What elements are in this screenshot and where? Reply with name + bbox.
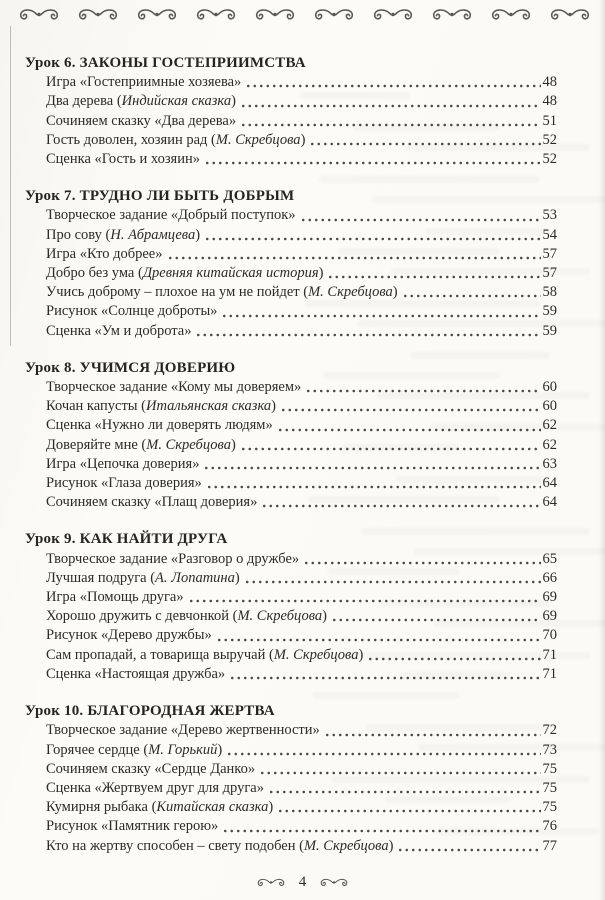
section-title: Урок 8. УЧИМСЯ ДОВЕРИЮ: [25, 359, 236, 376]
item-page: 71: [542, 665, 557, 682]
item-text: Сценка «Настоящая дружба»: [46, 665, 226, 682]
dot-leader: [222, 828, 540, 834]
toc-entry: [25, 817, 557, 836]
item-page: 59: [542, 322, 557, 339]
dot-leader: [244, 579, 541, 585]
toc-entry: [25, 798, 557, 817]
dot-leader: [167, 255, 541, 261]
toc-entry: [25, 245, 557, 264]
toc-section: [25, 530, 557, 684]
toc-section: [25, 54, 557, 169]
item-text: Рисунок «Глаза доверия»: [46, 475, 202, 492]
toc-entry: [25, 721, 557, 740]
toc-entry: [25, 837, 557, 856]
item-page: 63: [542, 455, 557, 472]
item-page: 58: [542, 284, 557, 301]
toc-section: [25, 702, 557, 856]
item-page: 53: [542, 207, 557, 224]
dot-leader: [331, 617, 541, 623]
page-number: 4: [298, 874, 307, 890]
dot-leader: [226, 751, 540, 757]
toc-entry: [25, 436, 557, 455]
item-text: Сценка «Гость и хозяин»: [46, 151, 200, 168]
toc: [25, 54, 557, 874]
item-text: Сочиняем сказку «Плащ доверия»: [46, 494, 258, 511]
dot-leader: [229, 675, 540, 681]
toc-entry: [25, 226, 557, 245]
item-page: 52: [542, 131, 557, 148]
toc-entry: [25, 741, 557, 760]
dot-leader: [277, 808, 540, 814]
page-footer: [0, 874, 605, 891]
scroll-ornament-icon: [75, 7, 121, 22]
dot-leader: [259, 770, 540, 776]
dot-leader: [300, 217, 541, 223]
item-page: 60: [542, 379, 557, 396]
toc-entry: [25, 416, 557, 435]
scroll-ornament-icon: [429, 7, 475, 22]
toc-entry: [25, 283, 557, 302]
toc-entry: [25, 378, 557, 397]
toc-entry: [25, 73, 557, 92]
toc-entry: [25, 588, 557, 607]
item-page: 64: [542, 494, 557, 511]
scroll-ornament-icon: [134, 7, 180, 22]
item-text: Игра «Цепочка доверия»: [46, 455, 200, 472]
item-text: Творческое задание «Разговор о дружбе»: [46, 550, 300, 567]
page-edge-line: [10, 26, 11, 346]
item-text: Сам пропадай, а товарища выручай (М. Скребцова): [46, 646, 364, 663]
item-page: 60: [542, 398, 557, 415]
item-page: 51: [542, 112, 557, 129]
section-items: [25, 550, 557, 684]
dot-leader: [305, 388, 540, 394]
item-page: 48: [542, 74, 557, 91]
dot-leader: [327, 274, 540, 280]
toc-entry: [25, 322, 557, 341]
item-page: 62: [542, 417, 557, 434]
toc-entry: [25, 112, 557, 131]
toc-entry: [25, 550, 557, 569]
toc-section: [25, 359, 557, 513]
dot-leader: [309, 141, 540, 147]
item-page: 71: [542, 646, 557, 663]
toc-entry: [25, 206, 557, 225]
item-text: Творческое задание «Дерево жертвенности»: [46, 722, 320, 739]
item-page: 66: [542, 569, 557, 586]
scroll-ornament-icon: [16, 7, 62, 22]
dot-leader: [216, 637, 541, 643]
dot-leader: [245, 83, 540, 89]
item-text: Доверяйте мне (М. Скребцова): [46, 436, 236, 453]
scroll-ornament-icon: [193, 7, 239, 22]
scroll-ornament-icon: [252, 7, 298, 22]
toc-entry: [25, 569, 557, 588]
item-page: 59: [542, 303, 557, 320]
scroll-ornament-icon: [370, 7, 416, 22]
toc-entry: [25, 493, 557, 512]
section-items: [25, 206, 557, 340]
toc-entry: [25, 474, 557, 493]
item-page: 69: [542, 589, 557, 606]
item-text: Кто на жертву способен – свету подобен (М. Скребцова): [46, 837, 394, 854]
dot-leader: [240, 122, 540, 128]
item-text: Горячее сердце (М. Горький): [46, 741, 223, 758]
item-text: Кумирня рыбака (Китайская сказка): [46, 799, 274, 816]
ornament-border: [16, 7, 593, 22]
item-page: 72: [542, 722, 557, 739]
item-text: Игра «Кто добрее»: [46, 245, 163, 262]
item-text: Учись доброму – плохое на ум не пойдет (М. Скребцова): [46, 284, 398, 301]
section-items: [25, 721, 557, 855]
item-text: Добро без ума (Древняя китайская история): [46, 265, 324, 282]
item-page: 64: [542, 475, 557, 492]
dot-leader: [240, 103, 541, 109]
item-page: 57: [542, 245, 557, 262]
section-title: Урок 6. ЗАКОНЫ ГОСТЕПРИИМСТВА: [25, 55, 306, 71]
item-text: Сочиняем сказку «Два дерева»: [46, 112, 237, 129]
item-text: Два дерева (Индийская сказка): [46, 93, 236, 110]
item-text: Лучшая подруга (А. Лопатина): [46, 569, 240, 586]
dot-leader: [203, 465, 540, 471]
item-text: Рисунок «Солнце доброты»: [46, 303, 218, 320]
scroll-ornament-icon: [318, 877, 350, 888]
page-edge-shadow: [599, 0, 605, 900]
scroll-ornament-icon: [255, 877, 287, 888]
item-text: Игра «Помощь друга»: [46, 589, 184, 606]
toc-entry: [25, 760, 557, 779]
item-text: Творческое задание «Кому мы доверяем»: [46, 379, 302, 396]
toc-entry: [25, 607, 557, 626]
toc-entry: [25, 131, 557, 150]
item-page: 75: [542, 799, 557, 816]
item-text: Рисунок «Дерево дружбы»: [46, 627, 212, 644]
toc-section: [25, 187, 557, 341]
dot-leader: [277, 427, 541, 433]
toc-entry: [25, 397, 557, 416]
toc-entry: [25, 264, 557, 283]
item-text: Рисунок «Памятник герою»: [46, 818, 219, 835]
item-text: Игра «Гостеприимные хозяева»: [46, 74, 242, 91]
toc-entry: [25, 302, 557, 321]
item-text: Сочиняем сказку «Сердце Данко»: [46, 760, 256, 777]
dot-leader: [268, 789, 541, 795]
dot-leader: [324, 732, 541, 738]
item-page: 73: [542, 741, 557, 758]
dot-leader: [204, 236, 540, 242]
item-text: Гость доволен, хозяин рад (М. Скребцова): [46, 131, 306, 148]
item-page: 57: [542, 265, 557, 282]
item-page: 48: [542, 93, 557, 110]
dot-leader: [188, 598, 541, 604]
item-text: Сценка «Ум и доброта»: [46, 322, 192, 339]
dot-leader: [261, 503, 540, 509]
dot-leader: [367, 656, 540, 662]
dot-leader: [397, 847, 540, 853]
item-text: Про сову (Н. Абрамцева): [46, 226, 201, 243]
item-text: Кочан капусты (Итальянская сказка): [46, 398, 276, 415]
toc-entry: [25, 150, 557, 169]
item-page: 62: [542, 436, 557, 453]
dot-leader: [402, 293, 541, 299]
scroll-ornament-icon: [488, 7, 534, 22]
dot-leader: [195, 332, 540, 338]
section-items: [25, 378, 557, 512]
item-page: 77: [542, 837, 557, 854]
dot-leader: [206, 484, 541, 490]
item-page: 69: [542, 608, 557, 625]
toc-entry: [25, 646, 557, 665]
dot-leader: [240, 446, 541, 452]
item-page: 75: [542, 779, 557, 796]
item-page: 76: [542, 818, 557, 835]
item-page: 52: [542, 151, 557, 168]
item-page: 75: [542, 760, 557, 777]
item-page: 70: [542, 627, 557, 644]
toc-entry: [25, 665, 557, 684]
item-text: Творческое задание «Добрый поступок»: [46, 207, 296, 224]
dot-leader: [303, 560, 540, 566]
dot-leader: [204, 160, 541, 166]
item-text: Хорошо дружить с девчонкой (М. Скребцова): [46, 608, 327, 625]
toc-entry: [25, 455, 557, 474]
dot-leader: [280, 407, 541, 413]
section-items: [25, 73, 557, 169]
scroll-ornament-icon: [311, 7, 357, 22]
toc-entry: [25, 779, 557, 798]
section-title: Урок 10. БЛАГОРОДНАЯ ЖЕРТВА: [25, 703, 275, 720]
item-page: 54: [542, 226, 557, 243]
section-title: Урок 9. КАК НАЙТИ ДРУГА: [25, 531, 228, 548]
section-title: Урок 7. ТРУДНО ЛИ БЫТЬ ДОБРЫМ: [25, 188, 295, 205]
item-text: Сценка «Жертвуем друг для друга»: [46, 779, 264, 796]
toc-entry: [25, 626, 557, 645]
dot-leader: [221, 313, 540, 319]
scroll-ornament-icon: [547, 7, 593, 22]
item-text: Сценка «Нужно ли доверять людям»: [46, 417, 273, 434]
toc-entry: [25, 92, 557, 111]
item-page: 65: [542, 550, 557, 567]
